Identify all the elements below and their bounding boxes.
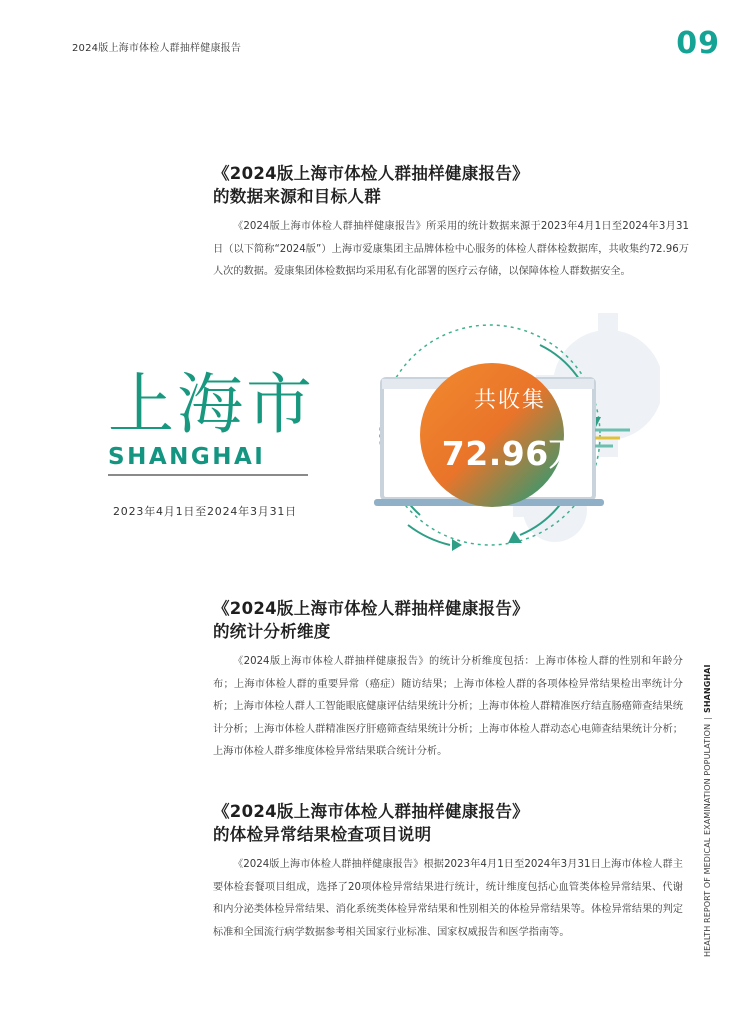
side-label-city: SHANGHAI	[703, 664, 712, 714]
page-number: 09	[676, 26, 720, 61]
city-name-en: SHANGHAI	[108, 444, 266, 470]
header-title: 2024版上海市体检人群抽样健康报告	[72, 43, 242, 54]
badge-title: 共收集	[473, 388, 546, 413]
section-body: 《2024版上海市体检人群抽样健康报告》根据2023年4月1日至2024年3月31日上海市体检人群主要体检套餐项目组成，选择了20项体检异常结果进行统计，统计维度包括心血管类体检异常结果、代谢和内分泌类体检异常结果、消化系统类体检异常结果和性别相关的体检异常结果等。体检异常结果的判定标准和全国流行病学数据参考相关国家行业标准、国家权威报告和医学指南等。	[213, 859, 683, 938]
side-label-text: HEALTH REPORT OF MEDICAL EXAMINATION POPULATION	[703, 723, 712, 957]
section-analysis-dimensions	[213, 597, 683, 764]
city-block	[108, 366, 315, 476]
section-heading-line1: 《2024版上海市体检人群抽样健康报告》	[213, 164, 529, 183]
section-heading-line1: 《2024版上海市体检人群抽样健康报告》	[213, 802, 529, 821]
section-exam-items	[213, 800, 683, 944]
section-heading	[213, 162, 689, 208]
side-label	[703, 664, 717, 957]
date-range: 2023年4月1日至2024年3月31日	[113, 505, 297, 518]
side-label-separator: |	[703, 717, 712, 720]
city-divider	[108, 474, 308, 476]
city-name-cn: 上海市	[108, 366, 315, 443]
section-heading-line2: 的体检异常结果检查项目说明	[213, 825, 432, 844]
badge-value: 72.96万	[441, 434, 583, 473]
section-heading-line2: 的统计分析维度	[213, 622, 331, 641]
section-body: 《2024版上海市体检人群抽样健康报告》所采用的统计数据来源于2023年4月1日至2024年3月31日（以下简称“2024版”）上海市爱康集团主品牌体检中心服务的体检人群体检数据库，共收集约72.96万人次的数据。爱康集团体检数据均采用私有化部署的医疗云存储，以保障体检人群数据安全。	[213, 221, 689, 277]
section-heading-line2: 的数据来源和目标人群	[213, 187, 381, 206]
section-body: 《2024版上海市体检人群抽样健康报告》的统计分析维度包括：上海市体检人群的性别和年龄分布；上海市体检人群的重要异常（癌症）随访结果；上海市体检人群的各项体检异常结果检出率统计分析；上海市体检人群人工智能眼底健康评估结果统计分析；上海市体检人群精准医疗结直肠癌筛查结果统计分析；上海市体检人群精准医疗肝癌筛查结果统计分析；上海市体检人群动态心电筛查结果统计分析；上海市体检人群多维度体检异常结果联合统计分析。	[213, 656, 683, 757]
section-heading	[213, 597, 683, 643]
section-data-source	[213, 162, 689, 284]
section-heading-line1: 《2024版上海市体检人群抽样健康报告》	[213, 599, 529, 618]
section-heading	[213, 800, 683, 846]
